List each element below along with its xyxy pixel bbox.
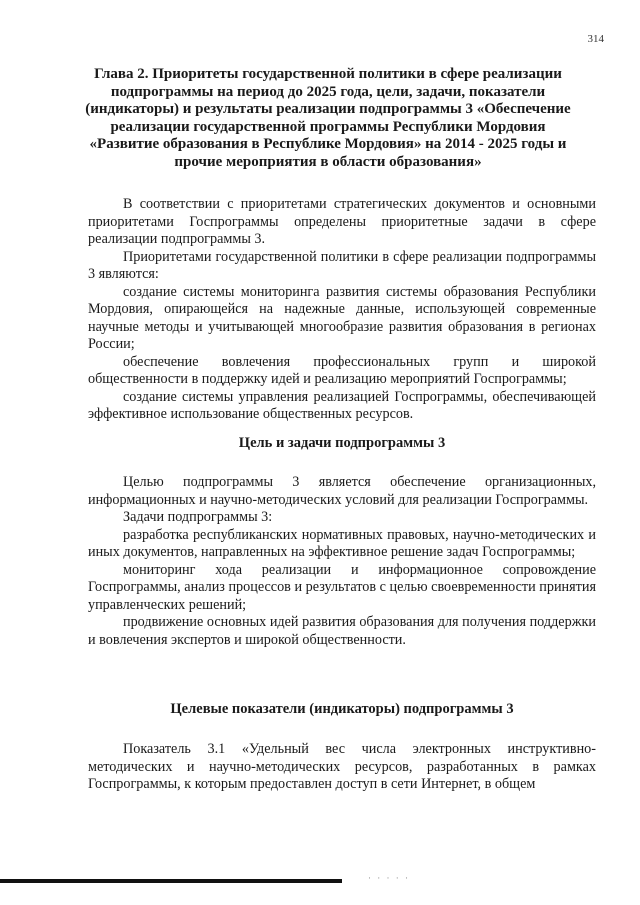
section-title-goal: Цель и задачи подпрограммы 3 — [238, 435, 446, 451]
list-item: обеспечение вовлечения профессиональных групп и широкой общественности в поддержку идей и реализацию мероприятий Госпрограммы; — [88, 353, 596, 387]
page-number: 314 — [587, 33, 604, 45]
list-item: мониторинг хода реализации и информационное сопровождение Госпрограммы, анализ процессов и результатов с целью своевременности принятия управленческих решений; — [88, 561, 596, 613]
section-title-indicators: Целевые показатели (индикаторы) подпрограммы 3 — [170, 701, 514, 717]
priorities-block — [88, 196, 596, 424]
paragraph: В соответствии с приоритетами стратегических документов и основными приоритетами Госпрограммы определены приоритетные задачи в сфере реализации подпрограммы 3. — [88, 196, 596, 247]
list-item: продвижение основных идей развития образования для получения поддержки и вовлечения экспертов и широкой общественности. — [88, 614, 596, 648]
paragraph: Показатель 3.1 «Удельный вес числа электронных инструктивно-методических и научно-методических ресурсов, разработанных в рамках Госпрограммы, к которым предоставлен доступ в сети Интернет, в общем — [88, 741, 596, 792]
list-item: создание системы мониторинга развития системы образования Республики Мордовия, опирающейся на надежные данные, использующей современные научные методы и учитывающей многообразие развития образования в регионах России; — [88, 283, 596, 352]
indicators-block — [88, 741, 596, 794]
list-item: разработка республиканских нормативных правовых, научно-методических и иных документов, направленных на эффективное решение задач Госпрограммы; — [88, 526, 596, 560]
scan-artifact-dots: · · · · · — [368, 873, 410, 883]
paragraph: Приоритетами государственной политики в сфере реализации подпрограммы 3 являются: — [88, 248, 596, 282]
paragraph: Задачи подпрограммы 3: — [123, 509, 273, 525]
list-item: создание системы управления реализацией Госпрограммы, обеспечивающей эффективное использование общественных ресурсов. — [88, 388, 596, 422]
scan-edge-bar — [0, 879, 342, 883]
goal-block — [88, 474, 596, 649]
paragraph: Целью подпрограммы 3 является обеспечение организационных, информационных и научно-методических условий для реализации Госпрограммы. — [88, 474, 596, 508]
chapter-title: Глава 2. Приоритеты государственной политики в сфере реализации подпрограммы на период до 2025 года, цели, задачи, показатели (индикаторы) и результаты реализации подпрограммы 3 «Обеспечение реализации государственной программы Республики Мордовия «Развитие образования в Республике Мордовия» на 2014 - 2025 годы и прочие мероприятия в области образования» — [85, 66, 571, 170]
